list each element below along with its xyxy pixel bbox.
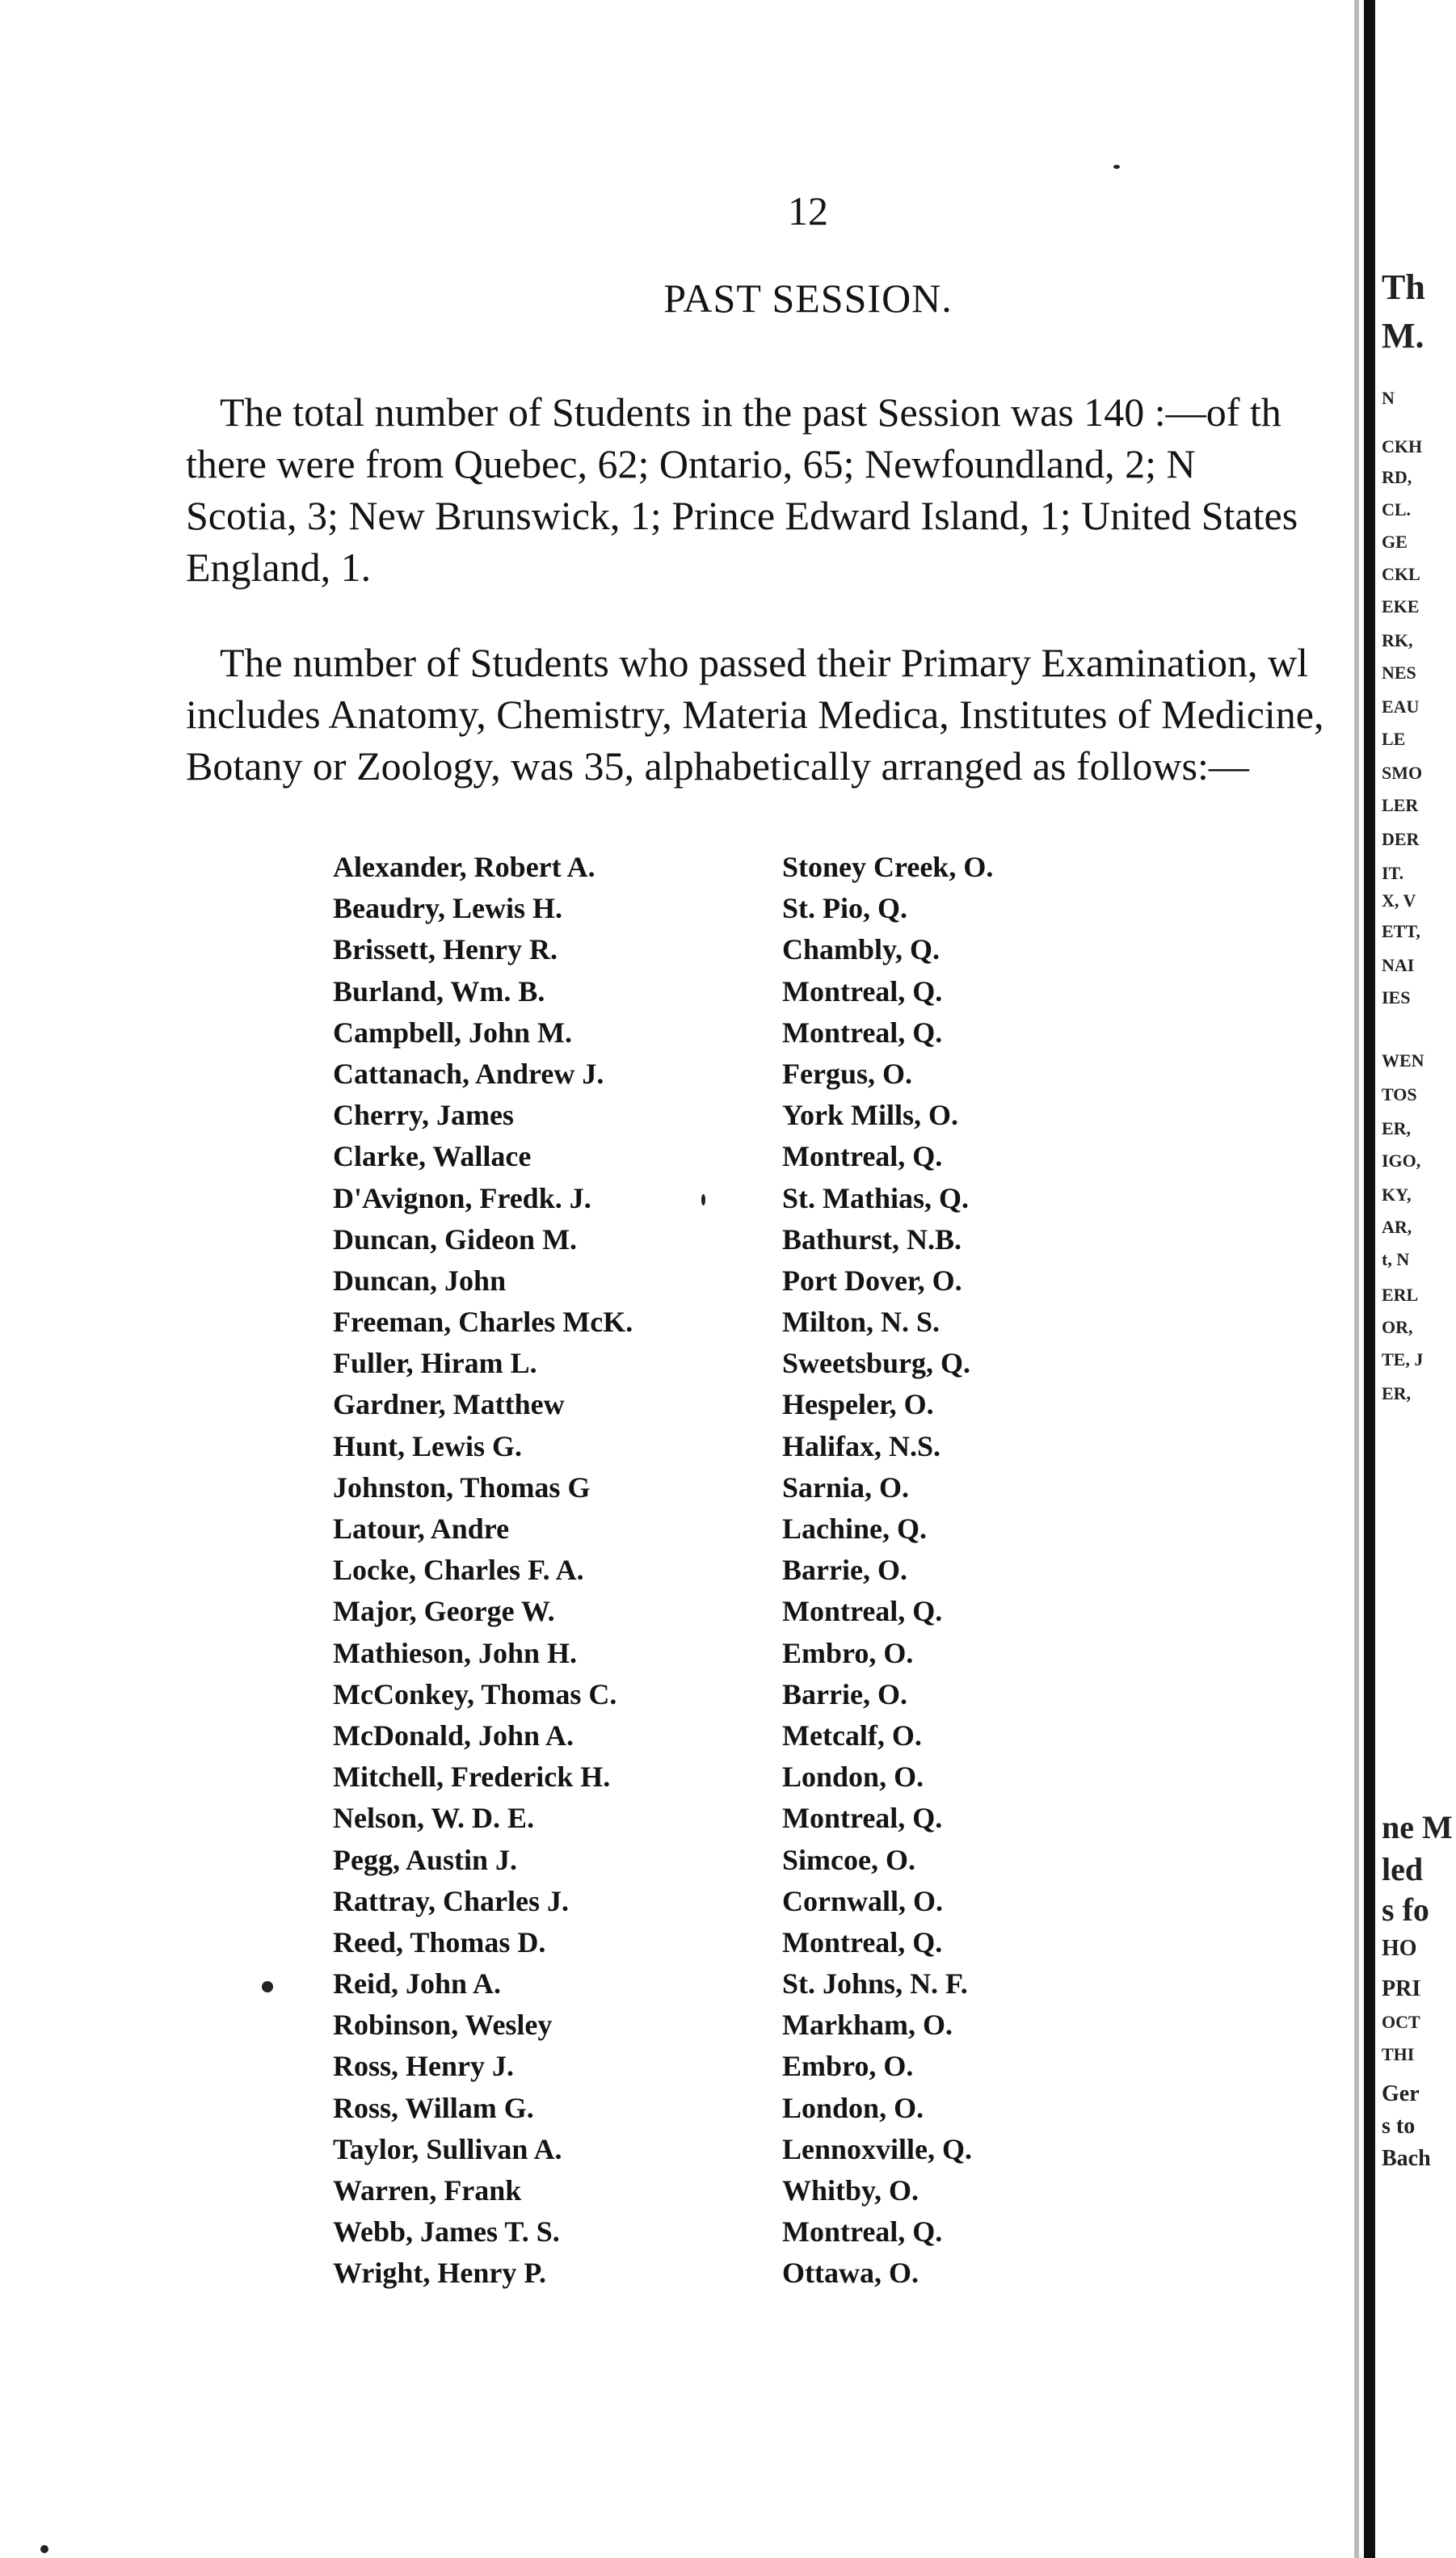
adjacent-page-fragment: OCT [1382,2012,1420,2032]
student-place: Port Dover, O. [782,1264,962,1297]
student-name: Nelson, W. D. E. [333,1802,535,1835]
student-place: Barrie, O. [782,1677,907,1710]
adjacent-page-fragment: OR, [1382,1317,1413,1337]
student-row [333,2132,1141,2173]
adjacent-page-fragment: HO [1382,1936,1417,1961]
student-row [333,974,1141,1016]
student-name: D'Avignon, Fredk. J. [333,1181,591,1214]
student-name: Rattray, Charles J. [333,1884,569,1917]
adjacent-page-fragment: TE, J [1382,1349,1424,1369]
student-row [333,1470,1141,1512]
adjacent-page-fragment: DER [1382,829,1420,849]
adjacent-page-fragment: M. [1382,316,1424,356]
student-row [333,1016,1141,1057]
student-row [333,1553,1141,1594]
student-place: Metcalf, O. [782,1719,922,1752]
student-name: Freeman, Charles McK. [333,1306,633,1339]
student-name: McConkey, Thomas C. [333,1677,617,1710]
student-name: Duncan, John [333,1264,507,1297]
student-place: Whitby, O. [782,2174,919,2207]
student-row [333,1346,1141,1387]
student-place: Cornwall, O. [782,1884,944,1917]
student-place: Bathurst, N.B. [782,1222,962,1256]
paragraph-line: The total number of Students in the past Session was 140 :—of th [220,389,1281,435]
student-name: Mathieson, John H. [333,1636,578,1669]
adjacent-page-fragment: IGO, [1382,1151,1421,1171]
student-row [333,1967,1141,2008]
adjacent-page-fragment: Ger [1382,2081,1420,2106]
student-place: Ottawa, O. [782,2257,919,2290]
adjacent-page-fragment: NES [1382,663,1416,683]
student-row [333,2049,1141,2090]
student-place: Lachine, Q. [782,1513,928,1545]
student-name: Mitchell, Frederick H. [333,1761,611,1794]
student-name: Fuller, Hiram L. [333,1347,537,1380]
student-place: St. Pio, Q. [782,892,908,925]
student-row [333,1719,1141,1760]
page-edge-shadow [1354,0,1359,2558]
student-place: London, O. [782,1761,924,1794]
adjacent-page-fragment: ER, [1382,1383,1412,1403]
adjacent-page-fragment: led [1382,1851,1424,1887]
student-row [333,1512,1141,1553]
primary-examination-paragraph [186,637,1382,792]
student-row [333,1925,1141,1967]
student-row [333,1760,1141,1801]
student-row [333,891,1141,932]
adjacent-page-fragment: SMO [1382,763,1423,783]
student-name: Campbell, John M. [333,1016,573,1049]
student-place: Fergus, O. [782,1057,912,1090]
paragraph-line: Scotia, 3; New Brunswick, 1; Prince Edward Island, 1; United States [186,493,1298,538]
adjacent-page-fragment: IES [1382,987,1411,1008]
adjacent-page-fragment: EKE [1382,596,1420,616]
speck-mark [701,1194,705,1205]
adjacent-page-fragment: N [1382,388,1395,408]
student-name: Ross, Willam G. [333,2091,534,2124]
student-row [333,1801,1141,1842]
student-place: Montreal, Q. [782,1595,943,1628]
adjacent-page-fragment: ETT, [1382,921,1420,941]
adjacent-page-fragment: ERL [1382,1285,1419,1305]
student-place: St. Mathias, Q. [782,1181,970,1214]
student-place: Barrie, O. [782,1554,907,1587]
adjacent-page-fragment: RD, [1382,467,1412,487]
adjacent-page-fragment: GE [1382,532,1408,552]
student-name: Locke, Charles F. A. [333,1554,584,1587]
student-name: Johnston, Thomas G [333,1470,591,1504]
student-place: York Mills, O. [782,1099,959,1132]
student-place: London, O. [782,2091,924,2124]
student-row [333,1387,1141,1428]
student-row [333,1429,1141,1470]
student-name: Clarke, Wallace [333,1140,532,1173]
student-place: St. Johns, N. F. [782,1967,968,2001]
adjacent-page-fragment: CKL [1382,564,1420,584]
student-name: Brissett, Henry R. [333,933,558,966]
student-row [333,1305,1141,1346]
student-name: Gardner, Matthew [333,1388,565,1421]
student-name: Beaudry, Lewis H. [333,892,563,925]
student-place: Stoney Creek, O. [782,851,994,883]
student-row [333,2173,1141,2215]
student-place: Montreal, Q. [782,1802,943,1835]
adjacent-page-fragment: EAU [1382,696,1420,717]
student-name: Major, George W. [333,1595,555,1628]
student-row [333,1181,1141,1222]
student-name: Duncan, Gideon M. [333,1222,578,1256]
adjacent-page-fragment: s fo [1382,1891,1429,1928]
adjacent-page-fragment: NAI [1382,955,1415,975]
adjacent-page-fragment: THI [1382,2044,1415,2064]
student-name: Pegg, Austin J. [333,1843,518,1876]
student-row [333,932,1141,974]
student-place: Sweetsburg, Q. [782,1347,970,1380]
adjacent-page-fragment: ne M [1382,1809,1453,1845]
student-name: Robinson, Wesley [333,2009,553,2042]
student-name: McDonald, John A. [333,1719,574,1752]
student-place: Montreal, Q. [782,1925,943,1958]
student-row [333,2008,1141,2049]
student-row [333,1677,1141,1719]
student-place: Montreal, Q. [782,2215,943,2249]
student-place: Lennoxville, Q. [782,2132,973,2165]
student-row [333,850,1141,891]
student-row [333,2091,1141,2132]
adjacent-page-strip [1375,0,1456,2558]
student-row [333,1264,1141,1305]
paragraph-line: England, 1. [186,545,372,590]
student-name: Alexander, Robert A. [333,851,595,883]
student-row [333,1098,1141,1139]
student-row [333,1057,1141,1098]
student-place: Halifax, N.S. [782,1429,941,1462]
student-place: Montreal, Q. [782,1140,943,1173]
student-name: Webb, James T. S. [333,2215,560,2249]
student-place: Chambly, Q. [782,933,941,966]
student-name: Cherry, James [333,1099,514,1132]
student-list [333,850,1141,2298]
adjacent-page-fragment: t, N [1382,1249,1410,1269]
session-summary-paragraph [186,386,1382,593]
student-name: Burland, Wm. B. [333,974,545,1008]
student-row [333,1884,1141,1925]
page-number: 12 [788,188,828,234]
student-name: Warren, Frank [333,2174,522,2207]
student-name: Wright, Henry P. [333,2257,547,2290]
student-row [333,2215,1141,2256]
adjacent-page-fragment: X, V [1382,890,1416,911]
student-place: Sarnia, O. [782,1470,910,1504]
student-place: Embro, O. [782,2050,914,2083]
student-place: Embro, O. [782,1636,914,1669]
student-place: Milton, N. S. [782,1306,941,1339]
adjacent-page-fragment: IT. [1382,863,1404,883]
adjacent-page-fragment: LER [1382,795,1419,815]
adjacent-page-fragment: CL. [1382,499,1412,520]
adjacent-page-fragment: WEN [1382,1050,1424,1071]
student-row [333,1594,1141,1635]
student-row [333,1843,1141,1884]
page-gutter-divider [1364,0,1375,2558]
speck-mark [262,1981,273,1992]
student-place: Hespeler, O. [782,1388,934,1421]
student-place: Simcoe, O. [782,1843,915,1876]
section-title: PAST SESSION. [663,276,953,321]
adjacent-page-fragment: PRI [1382,1976,1421,2001]
student-place: Montreal, Q. [782,974,943,1008]
student-name: Taylor, Sullivan A. [333,2132,562,2165]
student-name: Reid, John A. [333,1967,502,2001]
student-name: Latour, Andre [333,1513,510,1545]
adjacent-page-fragment: CKH [1382,436,1423,456]
student-name: Reed, Thomas D. [333,1925,546,1958]
student-name: Hunt, Lewis G. [333,1429,523,1462]
adjacent-page-fragment: ER, [1382,1118,1412,1138]
student-row [333,1222,1141,1264]
adjacent-page-fragment: Th [1382,267,1425,307]
student-name: Ross, Henry J. [333,2050,514,2083]
speck-mark [1113,165,1120,169]
adjacent-page-fragment: KY, [1382,1184,1412,1205]
student-place: Markham, O. [782,2009,953,2042]
adjacent-page-fragment: s to [1382,2114,1416,2139]
student-name: Cattanach, Andrew J. [333,1057,604,1090]
student-row [333,1636,1141,1677]
adjacent-page-fragment: TOS [1382,1084,1417,1104]
paragraph-line: includes Anatomy, Chemistry, Materia Medica, Institutes of Medicine, [186,692,1324,737]
speck-mark [40,2545,48,2553]
student-row [333,1139,1141,1180]
adjacent-page-fragment: Bach [1382,2146,1431,2171]
adjacent-page-fragment: LE [1382,729,1406,749]
student-place: Montreal, Q. [782,1016,943,1049]
adjacent-page-fragment: RK, [1382,630,1413,650]
paragraph-line: there were from Quebec, 62; Ontario, 65; Newfoundland, 2; N [186,441,1196,486]
paragraph-line: Botany or Zoology, was 35, alphabetically arranged as follows:— [186,743,1249,789]
student-row [333,2256,1141,2297]
paragraph-line: The number of Students who passed their Primary Examination, wl [220,640,1308,685]
adjacent-page-fragment: AR, [1382,1217,1412,1237]
